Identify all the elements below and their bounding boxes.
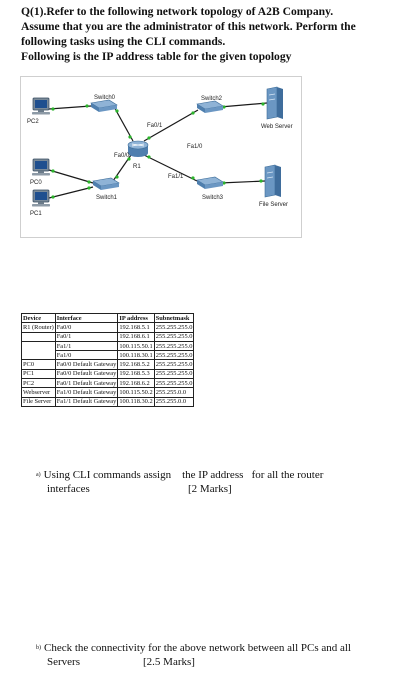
cell-device: Webserver bbox=[22, 388, 56, 397]
cell-device: PC0 bbox=[22, 360, 56, 369]
label-pc1: PC1 bbox=[30, 211, 42, 217]
links bbox=[49, 103, 267, 198]
link-switch3-fileserver bbox=[220, 181, 265, 183]
cell-device: PC1 bbox=[22, 369, 56, 378]
task-b-line2: Servers bbox=[47, 656, 80, 668]
table-row bbox=[22, 360, 194, 369]
cell-mask: 255.255.255.0 bbox=[155, 361, 193, 369]
table-row bbox=[22, 323, 194, 332]
router-icon bbox=[128, 141, 148, 157]
label-switch0: Switch0 bbox=[94, 95, 116, 101]
table-row bbox=[22, 351, 194, 360]
cell-mask: 255.255.0.0 bbox=[154, 397, 194, 406]
task-b bbox=[36, 642, 351, 655]
cell-interface: Fa0/1 Default Gateway bbox=[56, 379, 117, 387]
cell-mask: 255.255.255.0 bbox=[155, 370, 193, 378]
table-row bbox=[22, 388, 194, 397]
web-server-icon bbox=[267, 87, 283, 119]
cell-interface: Fa1/1 bbox=[55, 341, 118, 350]
file-server-icon bbox=[265, 165, 281, 197]
cell-mask: 255.255.255.0 bbox=[155, 342, 193, 350]
cell-mask: 255.255.0.0 bbox=[154, 388, 194, 397]
cell-ip: 100.118.30.2 bbox=[119, 398, 153, 406]
label-switch3: Switch3 bbox=[202, 195, 224, 201]
port-label-fa00: Fa0/0 bbox=[114, 153, 130, 159]
question-text bbox=[21, 4, 377, 49]
cell-ip: 192.168.5.3 bbox=[118, 369, 154, 378]
question-line-3: following tasks using the CLI commands. bbox=[21, 35, 226, 48]
switch2-icon bbox=[197, 101, 223, 113]
cell-device: PC2 bbox=[22, 379, 56, 388]
cell-ip: 100.115.50.2 bbox=[119, 389, 153, 397]
question-line-2: Assume that you are the administrator of this network. Perform the bbox=[21, 20, 356, 33]
cell-mask: 255.255.255.0 bbox=[155, 379, 193, 387]
cell-device: R1 (Router) bbox=[23, 323, 54, 331]
label-pc2: PC2 bbox=[27, 119, 39, 125]
cell-ip: 100.118.30.1 bbox=[119, 351, 153, 359]
task-b-marks: [2.5 Marks] bbox=[143, 656, 195, 668]
cell-device bbox=[22, 351, 56, 360]
pc0-icon bbox=[32, 159, 50, 176]
task-a bbox=[36, 469, 323, 482]
header-device: Device bbox=[22, 314, 56, 323]
cell-mask: 255.255.255.0 bbox=[155, 323, 193, 331]
switch0-icon bbox=[91, 100, 117, 112]
cell-ip: 100.115.50.1 bbox=[119, 342, 153, 350]
label-file-server: File Server bbox=[259, 202, 289, 208]
table-row bbox=[22, 379, 194, 388]
task-a-line2: interfaces bbox=[47, 483, 90, 495]
table-intro: Following is the IP address table for the given topology bbox=[21, 50, 292, 63]
task-a-marker: a) bbox=[36, 472, 41, 478]
cell-interface: Fa0/0 Default Gateway bbox=[56, 370, 117, 378]
task-b-text: Check the connectivity for the above network between all PCs and all bbox=[44, 642, 351, 655]
task-b-marker: b) bbox=[36, 645, 41, 651]
cell-interface: Fa1/1 Default Gateway bbox=[56, 398, 117, 406]
pc1-icon bbox=[32, 190, 50, 207]
cell-mask: 255.255.255.0 bbox=[155, 333, 193, 341]
link-switch2-webserver bbox=[220, 103, 267, 107]
link-status-dots bbox=[51, 102, 264, 198]
cell-ip: 192.168.6.1 bbox=[118, 332, 154, 341]
label-switch2: Switch2 bbox=[201, 96, 223, 102]
cell-mask: 255.255.255.0 bbox=[155, 351, 193, 359]
label-pc0: PC0 bbox=[30, 180, 42, 186]
table-row bbox=[22, 332, 194, 341]
task-a-marks: [2 Marks] bbox=[188, 483, 232, 495]
port-label-fa01: Fa0/1 bbox=[147, 123, 163, 129]
port-label-fa11: Fa1/1 bbox=[168, 174, 184, 180]
cell-interface: Fa0/0 Default Gateway bbox=[56, 361, 117, 369]
switch3-icon bbox=[197, 177, 223, 189]
table-row bbox=[22, 397, 194, 406]
header-ip-address: IP address bbox=[118, 314, 154, 323]
port-label-fa10: Fa1/0 bbox=[187, 144, 203, 150]
cell-interface: Fa0/0 bbox=[55, 323, 118, 332]
label-router: R1 bbox=[133, 164, 141, 170]
header-interface: Interface bbox=[55, 314, 118, 323]
cell-interface: Fa1/0 bbox=[55, 351, 118, 360]
cell-device bbox=[22, 332, 56, 341]
header-subnetmask: Subnetmask bbox=[154, 314, 194, 323]
topology-diagram bbox=[21, 77, 301, 237]
ip-address-table bbox=[21, 313, 194, 407]
switch1-icon bbox=[93, 178, 119, 190]
network-topology bbox=[20, 76, 302, 238]
pc2-icon bbox=[32, 98, 50, 115]
question-line-1: Q(1).Refer to the following network topology of A2B Company. bbox=[21, 5, 334, 18]
table-row bbox=[22, 341, 194, 350]
cell-interface: Fa0/1 bbox=[55, 332, 118, 341]
link-pc1-switch1 bbox=[49, 187, 93, 198]
link-pc2-switch0 bbox=[49, 106, 91, 109]
table-header-row bbox=[22, 314, 194, 323]
task-a-text: Using CLI commands assign the IP address for all the router bbox=[43, 469, 324, 482]
table-row bbox=[22, 369, 194, 378]
cell-interface: Fa1/0 Default Gateway bbox=[56, 389, 117, 397]
cell-device: File Server bbox=[22, 397, 56, 406]
link-pc0-switch1 bbox=[49, 170, 93, 183]
cell-device bbox=[22, 341, 56, 350]
label-web-server: Web Server bbox=[261, 124, 293, 130]
cell-ip: 192.168.6.2 bbox=[118, 379, 154, 388]
cell-ip: 192.168.5.2 bbox=[118, 360, 154, 369]
label-switch1: Switch1 bbox=[96, 195, 118, 201]
cell-ip: 192.168.5.1 bbox=[118, 323, 154, 332]
